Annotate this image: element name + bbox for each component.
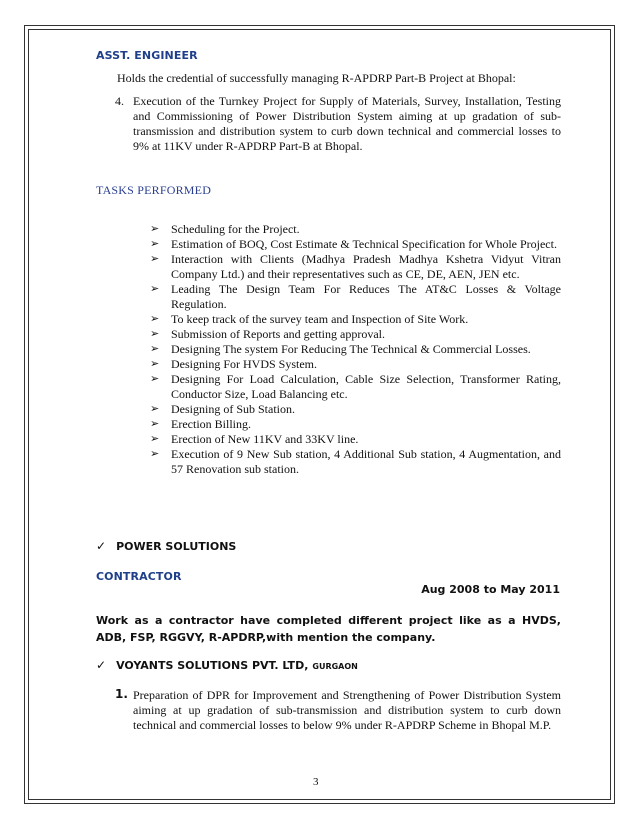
check-icon: ✓ xyxy=(96,539,107,553)
power-solutions-line xyxy=(96,537,236,555)
asst-engineer-item-text: Execution of the Turnkey Project for Supply of Materials, Survey, Installation, Testing and Commissioning of Power Distribution System aiming at up gradation of sub-transmission and distribution system to curb down technical and commercial losses to 9% at 11KV under R-APDRP Part-B at Bhopal. xyxy=(133,94,561,153)
task-item: ➢ Leading The Design Team For Reduces The AT&C Losses & Voltage Regulation. xyxy=(150,282,561,311)
arrow-bullet-icon: ➢ xyxy=(150,448,160,460)
task-item: ➢ Designing For HVDS System. xyxy=(150,357,318,371)
arrow-bullet-icon: ➢ xyxy=(150,223,160,235)
arrow-bullet-icon: ➢ xyxy=(150,328,160,340)
task-item: ➢ Interaction with Clients (Madhya Pradesh Madhya Kshetra Vidyut Vitran Company Ltd.) and their representatives such as CE, DE, AEN, JEN etc. xyxy=(150,252,561,281)
arrow-bullet-icon: ➢ xyxy=(150,238,160,250)
arrow-bullet-icon: ➢ xyxy=(150,373,160,385)
task-item: ➢ To keep track of the survey team and Inspection of Site Work. xyxy=(150,312,469,326)
contractor-period: Aug 2008 to May 2011 xyxy=(421,583,560,596)
page-number: 3 xyxy=(313,776,319,788)
voyants-item-text: Preparation of DPR for Improvement and Strengthening of Power Distribution System aiming at up gradation of sub-transmission and distribution system to curb down technical and commercial losses to below 9% under R-APDRP Scheme in Bhopal M.P. xyxy=(133,688,561,732)
tasks-list xyxy=(150,222,561,477)
asst-engineer-item-number: 4. xyxy=(115,94,124,108)
arrow-bullet-icon: ➢ xyxy=(150,343,160,355)
arrow-bullet-icon: ➢ xyxy=(150,313,160,325)
arrow-bullet-icon: ➢ xyxy=(150,403,160,415)
task-item: ➢ Designing The system For Reducing The Technical & Commercial Losses. xyxy=(150,342,531,356)
task-item: ➢ Execution of 9 New Sub station, 4 Additional Sub station, 4 Augmentation, and 57 Renovation sub station. xyxy=(150,447,561,476)
task-item: ➢ Erection of New 11KV and 33KV line. xyxy=(150,432,359,446)
task-item: ➢ Erection Billing. xyxy=(150,417,251,431)
arrow-bullet-icon: ➢ xyxy=(150,358,160,370)
asst-engineer-heading: ASST. ENGINEER xyxy=(96,49,198,62)
tasks-performed-title: TASKS PERFORMED xyxy=(96,183,212,197)
check-icon: ✓ xyxy=(96,658,107,672)
voyants-item-number: 1. xyxy=(115,687,128,701)
arrow-bullet-icon: ➢ xyxy=(150,283,160,295)
power-solutions-summary: Work as a contractor have completed different project like as a HVDS, ADB, FSP, RGGVY, R-APDRP,with mention the company. xyxy=(96,614,561,644)
voyants-company: VOYANTS SOLUTIONS PVT. LTD, xyxy=(116,659,309,672)
arrow-bullet-icon: ➢ xyxy=(150,433,160,445)
asst-engineer-intro: Holds the credential of successfully managing R-APDRP Part-B Project at Bhopal: xyxy=(117,71,516,85)
task-item: ➢ Designing For Load Calculation, Cable Size Selection, Transformer Rating, Conductor Size, Load Balancing etc. xyxy=(150,372,561,401)
contractor-heading: CONTRACTOR xyxy=(96,570,182,583)
voyants-line xyxy=(96,656,358,674)
arrow-bullet-icon: ➢ xyxy=(150,253,160,265)
arrow-bullet-icon: ➢ xyxy=(150,418,160,430)
power-solutions-company: POWER SOLUTIONS xyxy=(116,540,237,553)
voyants-location: GURGAON xyxy=(312,662,358,671)
task-item: ➢ Estimation of BOQ, Cost Estimate & Technical Specification for Whole Project. xyxy=(150,237,557,251)
task-item: ➢ Submission of Reports and getting approval. xyxy=(150,327,385,341)
task-item: ➢ Scheduling for the Project. xyxy=(150,222,300,236)
task-item: ➢ Designing of Sub Station. xyxy=(150,402,296,416)
